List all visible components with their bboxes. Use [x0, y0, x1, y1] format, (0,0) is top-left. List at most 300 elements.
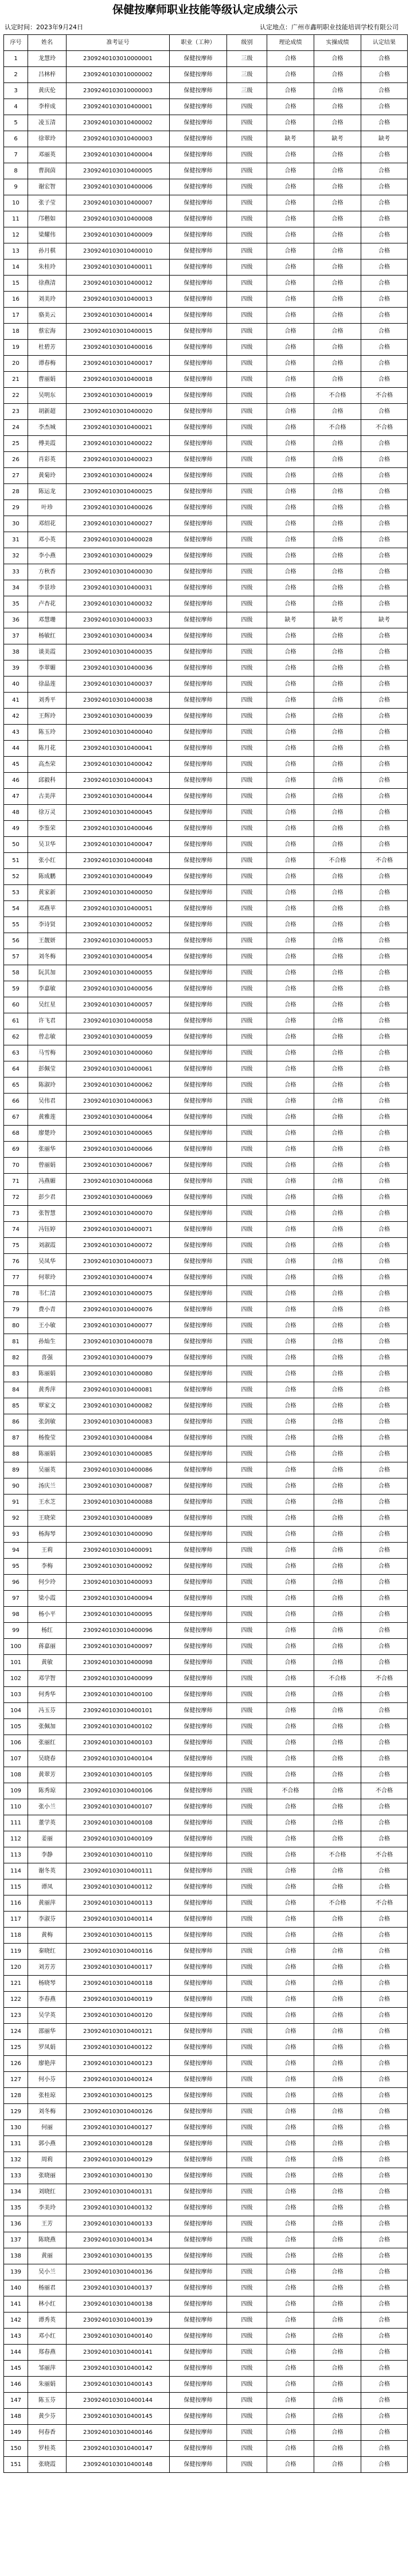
- table-row: [4, 660, 408, 677]
- cell-practical: 合格: [314, 869, 361, 885]
- cell-occupation: 保健按摩师: [170, 821, 227, 837]
- table-row: [4, 1543, 408, 1559]
- cell-name: 蒋嘉丽: [28, 1639, 67, 1655]
- cell-result: 合格: [361, 1960, 408, 1976]
- cell-level: 四级: [227, 1094, 267, 1110]
- cell-ticket: 2309240103010400048: [67, 853, 170, 869]
- cell-occupation: 保健按摩师: [170, 1703, 227, 1719]
- cell-name: 骆美云: [28, 308, 67, 324]
- cell-result: 合格: [361, 821, 408, 837]
- cell-practical: 合格: [314, 2441, 361, 2457]
- cell-theory: 合格: [267, 1527, 314, 1543]
- cell-result: 合格: [361, 1350, 408, 1366]
- cell-occupation: 保健按摩师: [170, 933, 227, 949]
- cell-theory: 合格: [267, 773, 314, 789]
- table-row: [4, 1992, 408, 2008]
- cell-name: 孙灿生: [28, 1334, 67, 1350]
- cell-result: 合格: [361, 869, 408, 885]
- cell-seq: 146: [4, 2377, 28, 2393]
- table-row: [4, 869, 408, 885]
- cell-seq: 88: [4, 1446, 28, 1462]
- cell-ticket: 2309240103010400087: [67, 1478, 170, 1495]
- cell-seq: 121: [4, 1976, 28, 1992]
- cell-theory: 合格: [267, 709, 314, 725]
- cell-seq: 58: [4, 965, 28, 981]
- cell-practical: 合格: [314, 1687, 361, 1703]
- cell-level: 四级: [227, 436, 267, 452]
- cell-result: 合格: [361, 2216, 408, 2232]
- exam-time: 认定时间：2023年9月24日: [5, 23, 83, 31]
- cell-seq: 76: [4, 1254, 28, 1270]
- cell-name: 黄秀萍: [28, 1382, 67, 1398]
- cell-ticket: 2309240103010400047: [67, 837, 170, 853]
- table-row: [4, 2296, 408, 2312]
- cell-result: 合格: [361, 1735, 408, 1751]
- cell-ticket: 2309240103010400041: [67, 741, 170, 757]
- cell-result: 合格: [361, 1190, 408, 1206]
- cell-occupation: 保健按摩师: [170, 259, 227, 276]
- cell-name: 黄菊玲: [28, 468, 67, 484]
- cell-occupation: 保健按摩师: [170, 1495, 227, 1511]
- cell-name: 彭佩莹: [28, 1061, 67, 1077]
- cell-practical: 合格: [314, 837, 361, 853]
- cell-seq: 39: [4, 660, 28, 677]
- cell-theory: 合格: [267, 1110, 314, 1126]
- cell-occupation: 保健按摩师: [170, 1174, 227, 1190]
- cell-level: 四级: [227, 853, 267, 869]
- cell-name: 谢宏智: [28, 179, 67, 195]
- cell-ticket: 2309240103010400127: [67, 2120, 170, 2136]
- cell-name: 黄雅莲: [28, 1110, 67, 1126]
- cell-occupation: 保健按摩师: [170, 2264, 227, 2280]
- cell-theory: 合格: [267, 532, 314, 548]
- cell-name: 张桂琼: [28, 2088, 67, 2104]
- cell-name: 蔡宏海: [28, 324, 67, 340]
- cell-seq: 34: [4, 580, 28, 596]
- cell-result: 合格: [361, 1414, 408, 1430]
- cell-practical: 合格: [314, 773, 361, 789]
- cell-seq: 96: [4, 1575, 28, 1591]
- cell-seq: 124: [4, 2024, 28, 2040]
- cell-practical: 合格: [314, 1206, 361, 1222]
- cell-theory: 合格: [267, 51, 314, 67]
- cell-theory: 合格: [267, 949, 314, 965]
- cell-theory: 合格: [267, 1928, 314, 1944]
- cell-ticket: 2309240103010400067: [67, 1158, 170, 1174]
- cell-occupation: 保健按摩师: [170, 1462, 227, 1478]
- cell-ticket: 2309240103010400132: [67, 2200, 170, 2216]
- cell-ticket: 2309240103010400090: [67, 1527, 170, 1543]
- cell-ticket: 2309240103010400120: [67, 2008, 170, 2024]
- cell-practical: 不合格: [314, 1895, 361, 1912]
- cell-level: 四级: [227, 693, 267, 709]
- cell-name: 董学英: [28, 1815, 67, 1831]
- cell-occupation: 保健按摩师: [170, 1254, 227, 1270]
- cell-result: 合格: [361, 211, 408, 227]
- cell-seq: 104: [4, 1703, 28, 1719]
- cell-ticket: 2309240103010400107: [67, 1799, 170, 1815]
- table-row: [4, 2441, 408, 2457]
- cell-theory: 合格: [267, 1029, 314, 1045]
- cell-name: 陈晓燕: [28, 2232, 67, 2248]
- cell-occupation: 保健按摩师: [170, 2136, 227, 2152]
- table-row: [4, 885, 408, 901]
- cell-ticket: 2309240103010400145: [67, 2409, 170, 2425]
- table-row: [4, 2409, 408, 2425]
- column-header-seq: 序号: [4, 35, 28, 51]
- cell-ticket: 2309240103010400148: [67, 2457, 170, 2473]
- cell-result: 合格: [361, 789, 408, 805]
- cell-result: 合格: [361, 917, 408, 933]
- cell-result: 合格: [361, 1575, 408, 1591]
- cell-seq: 27: [4, 468, 28, 484]
- cell-seq: 85: [4, 1398, 28, 1414]
- cell-practical: 合格: [314, 1158, 361, 1174]
- cell-result: 合格: [361, 981, 408, 997]
- cell-level: 四级: [227, 628, 267, 644]
- cell-result: 合格: [361, 179, 408, 195]
- table-row: [4, 1350, 408, 1366]
- cell-seq: 46: [4, 773, 28, 789]
- table-row: [4, 1639, 408, 1655]
- cell-ticket: 2309240103010400031: [67, 580, 170, 596]
- cell-theory: 合格: [267, 2441, 314, 2457]
- cell-seq: 113: [4, 1847, 28, 1863]
- cell-level: 四级: [227, 1142, 267, 1158]
- cell-name: 陈丽娟: [28, 1366, 67, 1382]
- cell-ticket: 2309240103010400080: [67, 1366, 170, 1382]
- cell-result: 合格: [361, 500, 408, 516]
- cell-seq: 22: [4, 388, 28, 404]
- table-row: [4, 51, 408, 67]
- cell-practical: 合格: [314, 2296, 361, 2312]
- cell-ticket: 2309240103010400057: [67, 997, 170, 1013]
- cell-name: 李静: [28, 1847, 67, 1863]
- cell-result: 合格: [361, 1992, 408, 2008]
- cell-ticket: 2309240103010400111: [67, 1863, 170, 1879]
- cell-practical: 不合格: [314, 1847, 361, 1863]
- cell-result: 合格: [361, 1912, 408, 1928]
- cell-result: 合格: [361, 2168, 408, 2184]
- cell-seq: 78: [4, 1286, 28, 1302]
- cell-seq: 68: [4, 1126, 28, 1142]
- cell-practical: 合格: [314, 1815, 361, 1831]
- cell-occupation: 保健按摩师: [170, 2248, 227, 2264]
- cell-occupation: 保健按摩师: [170, 2232, 227, 2248]
- cell-level: 四级: [227, 821, 267, 837]
- cell-theory: 合格: [267, 67, 314, 83]
- cell-seq: 16: [4, 292, 28, 308]
- cell-occupation: 保健按摩师: [170, 468, 227, 484]
- cell-name: 杨敏红: [28, 628, 67, 644]
- table-row: [4, 2345, 408, 2361]
- cell-occupation: 保健按摩师: [170, 981, 227, 997]
- cell-occupation: 保健按摩师: [170, 356, 227, 372]
- cell-occupation: 保健按摩师: [170, 404, 227, 420]
- cell-ticket: 2309240103010400013: [67, 292, 170, 308]
- cell-seq: 31: [4, 532, 28, 548]
- cell-name: 杨丽君: [28, 2280, 67, 2296]
- cell-ticket: 2309240103010400079: [67, 1350, 170, 1366]
- cell-seq: 48: [4, 805, 28, 821]
- cell-ticket: 2309240103010400063: [67, 1094, 170, 1110]
- cell-occupation: 保健按摩师: [170, 1992, 227, 2008]
- cell-result: 合格: [361, 1703, 408, 1719]
- cell-practical: 合格: [314, 436, 361, 452]
- table-row: [4, 1847, 408, 1863]
- cell-result: 合格: [361, 965, 408, 981]
- cell-ticket: 2309240103010400114: [67, 1912, 170, 1928]
- cell-result: 合格: [361, 2072, 408, 2088]
- cell-result: 合格: [361, 1944, 408, 1960]
- table-row: [4, 1879, 408, 1895]
- cell-practical: 合格: [314, 917, 361, 933]
- cell-theory: 合格: [267, 677, 314, 693]
- cell-theory: 合格: [267, 2200, 314, 2216]
- cell-seq: 133: [4, 2168, 28, 2184]
- table-row: [4, 1222, 408, 1238]
- cell-seq: 84: [4, 1382, 28, 1398]
- cell-seq: 23: [4, 404, 28, 420]
- cell-level: 四级: [227, 1286, 267, 1302]
- cell-practical: 合格: [314, 660, 361, 677]
- cell-ticket: 2309240103010400024: [67, 468, 170, 484]
- cell-name: 刘冬梅: [28, 949, 67, 965]
- cell-practical: 合格: [314, 2425, 361, 2441]
- cell-result: 合格: [361, 1495, 408, 1511]
- cell-theory: 合格: [267, 1190, 314, 1206]
- table-row: [4, 1831, 408, 1847]
- cell-theory: 合格: [267, 147, 314, 163]
- cell-seq: 138: [4, 2248, 28, 2264]
- cell-level: 四级: [227, 1302, 267, 1318]
- cell-occupation: 保健按摩师: [170, 2425, 227, 2441]
- cell-ticket: 2309240103010400014: [67, 308, 170, 324]
- cell-level: 四级: [227, 933, 267, 949]
- cell-name: 杨晓琴: [28, 1976, 67, 1992]
- cell-result: 合格: [361, 404, 408, 420]
- cell-result: 合格: [361, 1639, 408, 1655]
- cell-result: 缺考: [361, 612, 408, 628]
- table-row: [4, 308, 408, 324]
- cell-practical: 合格: [314, 324, 361, 340]
- cell-result: 合格: [361, 1815, 408, 1831]
- cell-theory: 合格: [267, 1495, 314, 1511]
- cell-seq: 10: [4, 195, 28, 211]
- cell-level: 四级: [227, 837, 267, 853]
- cell-seq: 41: [4, 693, 28, 709]
- cell-level: 四级: [227, 1607, 267, 1623]
- cell-theory: 合格: [267, 2361, 314, 2377]
- cell-ticket: 2309240103010400007: [67, 195, 170, 211]
- cell-name: 李杰城: [28, 420, 67, 436]
- cell-occupation: 保健按摩师: [170, 2296, 227, 2312]
- cell-name: 梁耀伟: [28, 227, 67, 243]
- table-row: [4, 2248, 408, 2264]
- cell-level: 三级: [227, 83, 267, 99]
- cell-occupation: 保健按摩师: [170, 2441, 227, 2457]
- table-row: [4, 981, 408, 997]
- cell-occupation: 保健按摩师: [170, 1783, 227, 1799]
- cell-ticket: 2309240103010400100: [67, 1687, 170, 1703]
- table-row: [4, 789, 408, 805]
- cell-theory: 合格: [267, 2152, 314, 2168]
- cell-seq: 56: [4, 933, 28, 949]
- cell-seq: 93: [4, 1527, 28, 1543]
- cell-ticket: 2309240103010400038: [67, 693, 170, 709]
- cell-level: 四级: [227, 1831, 267, 1847]
- cell-practical: 合格: [314, 725, 361, 741]
- cell-practical: 合格: [314, 1254, 361, 1270]
- cell-occupation: 保健按摩师: [170, 2184, 227, 2200]
- cell-practical: 合格: [314, 965, 361, 981]
- cell-theory: 合格: [267, 276, 314, 292]
- cell-theory: 合格: [267, 516, 314, 532]
- cell-occupation: 保健按摩师: [170, 1382, 227, 1398]
- cell-result: 合格: [361, 1430, 408, 1446]
- cell-result: 合格: [361, 1254, 408, 1270]
- cell-result: 不合格: [361, 1847, 408, 1863]
- column-header-result: 认定结果: [361, 35, 408, 51]
- cell-theory: 合格: [267, 853, 314, 869]
- cell-ticket: 2309240103010400005: [67, 163, 170, 179]
- cell-result: 不合格: [361, 1895, 408, 1912]
- cell-occupation: 保健按摩师: [170, 885, 227, 901]
- cell-seq: 74: [4, 1222, 28, 1238]
- cell-ticket: 2309240103010400046: [67, 821, 170, 837]
- cell-name: 林小红: [28, 2296, 67, 2312]
- cell-name: 何小芬: [28, 2072, 67, 2088]
- column-header-theory: 理论成绩: [267, 35, 314, 51]
- table-row: [4, 2377, 408, 2393]
- cell-theory: 合格: [267, 2409, 314, 2425]
- table-row: [4, 917, 408, 933]
- cell-occupation: 保健按摩师: [170, 211, 227, 227]
- cell-occupation: 保健按摩师: [170, 853, 227, 869]
- cell-seq: 106: [4, 1735, 28, 1751]
- cell-practical: 合格: [314, 1478, 361, 1495]
- cell-name: 罗凤娟: [28, 2040, 67, 2056]
- cell-level: 四级: [227, 404, 267, 420]
- cell-theory: 合格: [267, 1366, 314, 1382]
- cell-result: 合格: [361, 356, 408, 372]
- cell-practical: 合格: [314, 1559, 361, 1575]
- cell-level: 四级: [227, 372, 267, 388]
- cell-ticket: 2309240103010400036: [67, 660, 170, 677]
- cell-name: 喜强: [28, 1350, 67, 1366]
- cell-result: 合格: [361, 2024, 408, 2040]
- cell-ticket: 2309240103010400070: [67, 1206, 170, 1222]
- cell-occupation: 保健按摩师: [170, 1671, 227, 1687]
- page-title: 保健按摩师职业技能等级认定成绩公示: [112, 3, 298, 16]
- cell-result: 合格: [361, 1077, 408, 1094]
- table-row: [4, 1094, 408, 1110]
- cell-ticket: 2309240103010400053: [67, 933, 170, 949]
- cell-seq: 141: [4, 2296, 28, 2312]
- cell-level: 四级: [227, 1992, 267, 2008]
- cell-occupation: 保健按摩师: [170, 1847, 227, 1863]
- cell-practical: 合格: [314, 1944, 361, 1960]
- cell-theory: 合格: [267, 211, 314, 227]
- cell-level: 四级: [227, 2136, 267, 2152]
- cell-level: 四级: [227, 131, 267, 147]
- cell-seq: 109: [4, 1783, 28, 1799]
- cell-theory: 合格: [267, 163, 314, 179]
- cell-ticket: 2309240103010400023: [67, 452, 170, 468]
- cell-practical: 合格: [314, 532, 361, 548]
- cell-occupation: 保健按摩师: [170, 2312, 227, 2329]
- cell-level: 四级: [227, 532, 267, 548]
- cell-seq: 21: [4, 372, 28, 388]
- cell-seq: 55: [4, 917, 28, 933]
- cell-level: 四级: [227, 1767, 267, 1783]
- cell-occupation: 保健按摩师: [170, 1350, 227, 1366]
- cell-practical: 合格: [314, 1863, 361, 1879]
- cell-seq: 149: [4, 2425, 28, 2441]
- cell-name: 邵丽华: [28, 2024, 67, 2040]
- cell-practical: 合格: [314, 292, 361, 308]
- table-row: [4, 1254, 408, 1270]
- cell-seq: 150: [4, 2441, 28, 2457]
- cell-name: 张佩加: [28, 1719, 67, 1735]
- cell-theory: 合格: [267, 179, 314, 195]
- cell-occupation: 保健按摩师: [170, 1190, 227, 1206]
- table-row: [4, 227, 408, 243]
- cell-practical: 合格: [314, 1190, 361, 1206]
- cell-practical: 合格: [314, 981, 361, 997]
- cell-occupation: 保健按摩师: [170, 2104, 227, 2120]
- cell-ticket: 2309240103010400032: [67, 596, 170, 612]
- table-row: [4, 612, 408, 628]
- cell-seq: 145: [4, 2361, 28, 2377]
- cell-occupation: 保健按摩师: [170, 1831, 227, 1847]
- cell-level: 四级: [227, 1382, 267, 1398]
- cell-level: 四级: [227, 1478, 267, 1495]
- cell-practical: 合格: [314, 1414, 361, 1430]
- cell-name: 吕林梓: [28, 67, 67, 83]
- cell-theory: 合格: [267, 1286, 314, 1302]
- cell-result: 合格: [361, 1831, 408, 1847]
- cell-ticket: 2309240103010400040: [67, 725, 170, 741]
- cell-level: 四级: [227, 757, 267, 773]
- cell-theory: 合格: [267, 1142, 314, 1158]
- cell-level: 四级: [227, 324, 267, 340]
- cell-occupation: 保健按摩师: [170, 83, 227, 99]
- cell-occupation: 保健按摩师: [170, 99, 227, 115]
- table-row: [4, 564, 408, 580]
- cell-result: 合格: [361, 2441, 408, 2457]
- cell-ticket: 2309240103010400106: [67, 1783, 170, 1799]
- table-row: [4, 1511, 408, 1527]
- cell-result: 合格: [361, 805, 408, 821]
- table-row: [4, 1382, 408, 1398]
- cell-practical: 合格: [314, 1270, 361, 1286]
- cell-result: 合格: [361, 2200, 408, 2216]
- cell-practical: 合格: [314, 67, 361, 83]
- cell-ticket: 2309240103010400109: [67, 1831, 170, 1847]
- cell-ticket: 2309240103010400076: [67, 1302, 170, 1318]
- cell-seq: 116: [4, 1895, 28, 1912]
- cell-level: 四级: [227, 276, 267, 292]
- cell-result: 不合格: [361, 1671, 408, 1687]
- table-row: [4, 1671, 408, 1687]
- cell-result: 合格: [361, 1863, 408, 1879]
- cell-ticket: 2309240103010400077: [67, 1318, 170, 1334]
- cell-ticket: 2309240103010400099: [67, 1671, 170, 1687]
- cell-seq: 52: [4, 869, 28, 885]
- cell-seq: 64: [4, 1061, 28, 1077]
- cell-seq: 139: [4, 2264, 28, 2280]
